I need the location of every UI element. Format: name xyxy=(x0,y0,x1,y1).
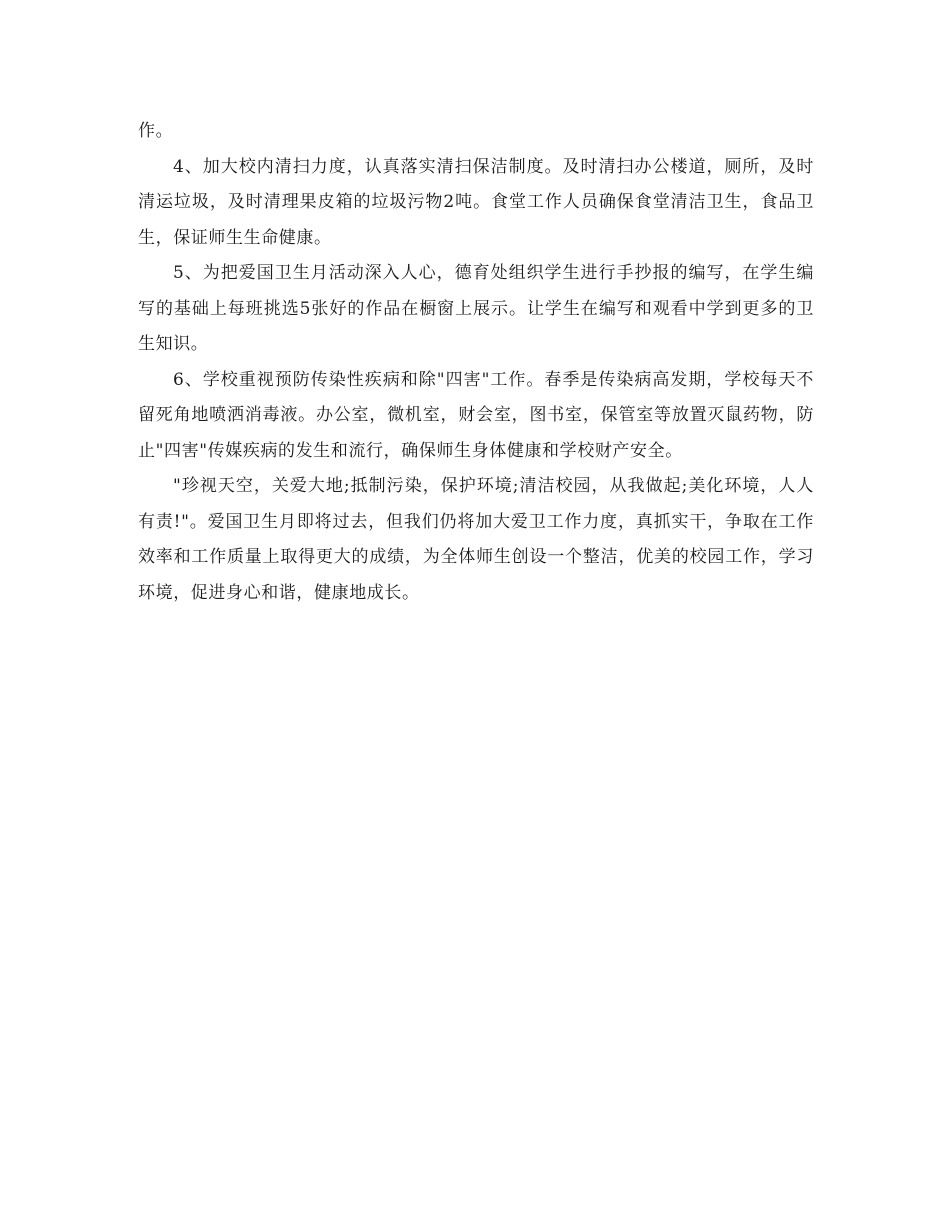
document-body xyxy=(138,114,814,611)
paragraph-item-6: 6、学校重视预防传染性疾病和除"四害"工作。春季是传染病高发期，学校每天不留死角地喷洒消毒液。办公室，微机室，财会室，图书室，保管室等放置灭鼠药物，防止"四害"传媒疾病的发生和流行，确保师生身体健康和学校财产安全。 xyxy=(138,369,814,461)
paragraph-continuation: 作。 xyxy=(138,121,174,141)
paragraph-item-5: 5、为把爱国卫生月活动深入人心，德育处组织学生进行手抄报的编写，在学生编写的基础上每班挑选5张好的作品在橱窗上展示。让学生在编写和观看中学到更多的卫生知识。 xyxy=(138,263,814,354)
paragraph-item-4: 4、加大校内清扫力度，认真落实清扫保洁制度。及时清扫办公楼道，厕所，及时清运垃圾，及时清理果皮箱的垃圾污物2吨。食堂工作人员确保食堂清洁卫生，食品卫生，保证师生生命健康。 xyxy=(138,156,814,248)
paragraph-closing: "珍视天空，关爱大地;抵制污染，保护环境;清洁校园，从我做起;美化环境，人人有责!"。爱国卫生月即将过去，但我们仍将加大爱卫工作力度，真抓实干，争取在工作效率和工作质量上取得更大的成绩，为全体师生创设一个整洁，优美的校园工作，学习环境，促进身心和谐，健康地成长。 xyxy=(138,476,814,603)
